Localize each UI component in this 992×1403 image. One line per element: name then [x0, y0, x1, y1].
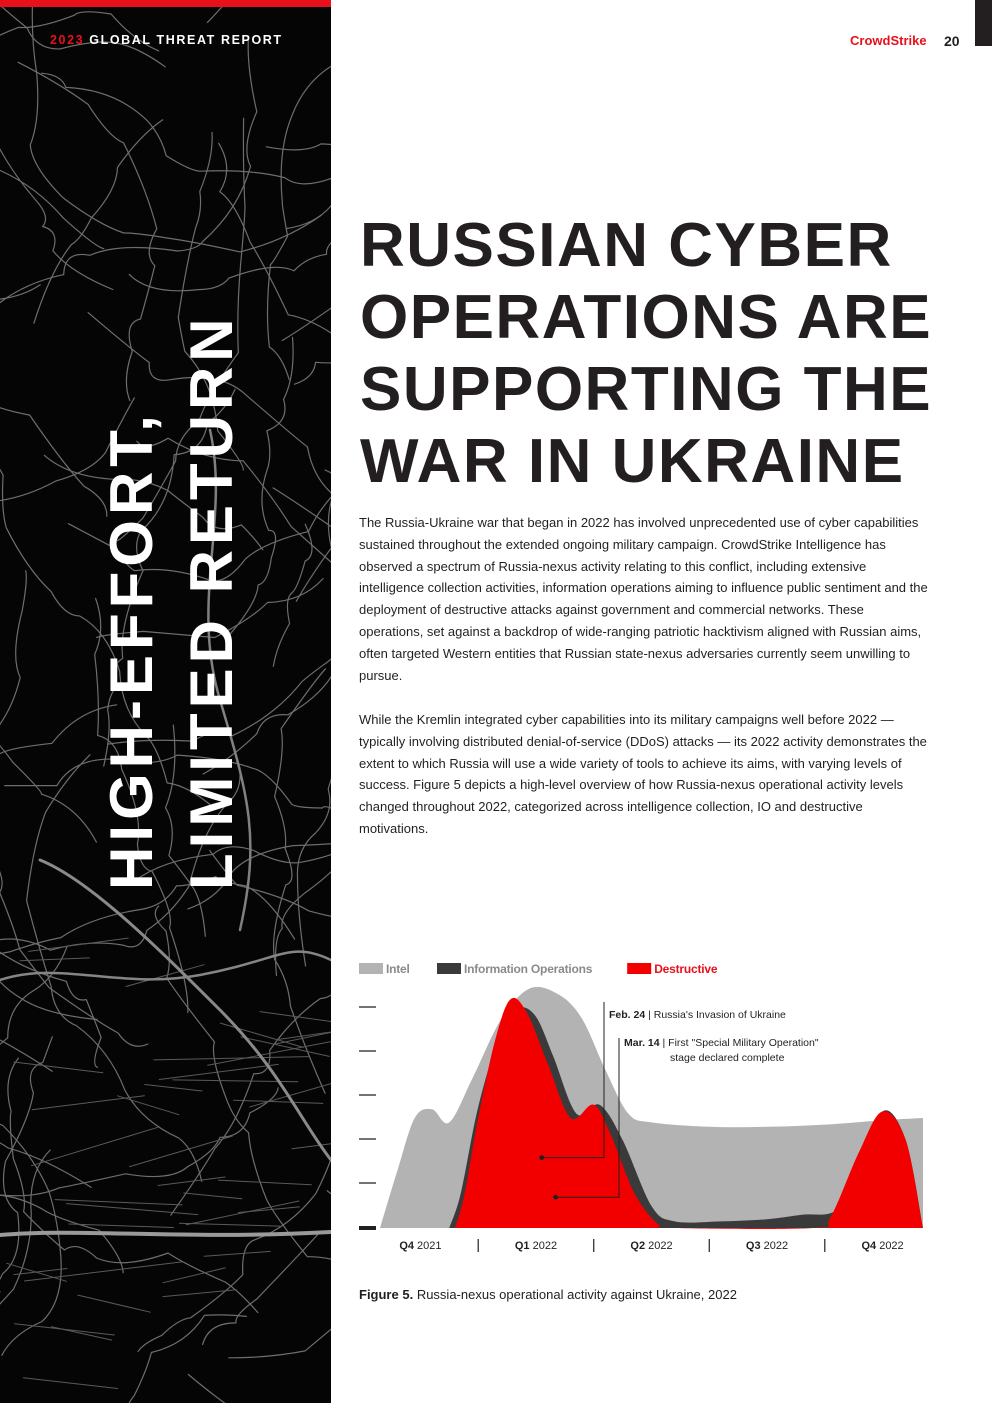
body-paragraph-1: The Russia-Ukraine war that began in 2022 has involved unprecedented use of cyber capabilities sustained throughout the extended ongoing military campaign. CrowdStrike Intelligence has observed a spectrum of Russia-nexus activity relating to this conflict, including extensive intelligence collection activities, information operations aiming to influence public sentiment and the deployment of destructive attacks against government and commercial networks. These operations, set against a backdrop of wide-ranging patriotic hacktivism aligned with Russian aims, often targeted Western entities that Russian state-nexus adversaries currently seem unwilling to pursue.: [359, 515, 928, 683]
map-road: [0, 1088, 278, 1196]
legend-swatch: [627, 963, 651, 974]
map-road: [125, 1315, 247, 1403]
annotation-dot: [553, 1195, 558, 1200]
map-street: [29, 938, 129, 951]
x-tick-label: Q3 2022: [745, 1240, 789, 1252]
legend-swatch: [437, 963, 461, 974]
map-road: [0, 919, 61, 1355]
activity-chart: [355, 950, 935, 1260]
corner-tab: [975, 0, 992, 46]
brand-logo-text: CrowdStrike: [850, 33, 927, 48]
map-road: [266, 144, 331, 361]
map-street: [184, 1193, 242, 1199]
map-street: [23, 1378, 117, 1389]
map-street: [180, 1223, 280, 1226]
map-street: [78, 1295, 150, 1312]
map-street: [186, 1201, 299, 1225]
report-label: [50, 33, 283, 47]
map-road: [267, 60, 331, 379]
x-tick-label: Q2 2022: [630, 1240, 673, 1252]
top-accent-bar: [0, 0, 331, 7]
map-road: [297, 653, 331, 966]
legend-label: Intel: [386, 962, 410, 976]
map-road: [0, 1037, 52, 1309]
map-street: [219, 1180, 312, 1185]
map-street: [20, 958, 89, 961]
article-headline: [360, 210, 970, 498]
map-road: [0, 1375, 289, 1403]
section-side-title: [92, 190, 252, 890]
headline-line: OPERATIONS ARE: [360, 283, 933, 352]
map-road: [282, 158, 331, 341]
headline-line: RUSSIAN CYBER: [360, 211, 893, 280]
map-highway: [0, 1232, 331, 1235]
annotation-label: Mar. 14 | First "Special Military Operation": [624, 1037, 819, 1049]
map-road: [276, 767, 331, 975]
map-highway: [40, 860, 331, 1160]
x-tick-label: Q1 2022: [514, 1240, 558, 1252]
annotation-label: Feb. 24 | Russia's Invasion of Ukraine: [609, 1009, 786, 1021]
figure-caption-text: Russia-nexus operational activity against Ukraine, 2022: [416, 1287, 737, 1302]
side-title-line-1: HIGH-EFFORT,: [98, 410, 165, 890]
legend-label: Information Operations: [464, 962, 593, 976]
map-street: [118, 1096, 179, 1115]
map-street: [204, 1251, 270, 1256]
map-road: [274, 669, 326, 1094]
figure-label: Figure 5.: [359, 1287, 414, 1302]
map-street: [234, 1100, 323, 1103]
figure-caption: [359, 1287, 737, 1302]
map-street: [14, 1062, 103, 1073]
x-tick-label: Q4 2022: [861, 1240, 904, 1252]
x-tick-label: Q4 2021: [399, 1240, 442, 1252]
map-street: [163, 1268, 225, 1283]
report-name: GLOBAL THREAT REPORT: [89, 33, 283, 47]
map-road: [0, 571, 26, 778]
headline-line: WAR IN UKRAINE: [360, 427, 905, 496]
annotation-dot: [539, 1155, 544, 1160]
body-paragraph-2: While the Kremlin integrated cyber capabilities into its military campaigns well before 2022 — typically involving distributed denial-of-service (DDoS) attacks — its 2022 activity demonstrates the extent to which Russia will use a wide variety of tools to achieve its aims, with varying levels of success. Figure 5 depicts a high-level overview of how Russia-nexus operational activity levels changed throughout 2022, categorized across intelligence collection, IO and destructive motivations.: [359, 712, 927, 836]
legend-swatch: [359, 963, 383, 974]
map-road: [0, 1150, 50, 1403]
page-number: 20: [944, 33, 960, 49]
map-road: [171, 858, 331, 1215]
map-road: [273, 524, 312, 666]
headline-line: SUPPORTING THE: [360, 355, 933, 424]
side-title-line-2: LIMITED RETURN: [178, 313, 245, 890]
map-street: [220, 1023, 303, 1047]
report-year: 2023: [50, 33, 85, 47]
map-street: [145, 1085, 202, 1092]
map-street: [25, 1262, 183, 1281]
map-street: [32, 1127, 160, 1166]
map-street: [154, 1057, 309, 1060]
map-road: [138, 1049, 331, 1352]
legend-label: Destructive: [654, 962, 718, 976]
map-street: [163, 1290, 236, 1297]
map-road: [327, 1172, 331, 1365]
annotation-label: stage declared complete: [670, 1052, 785, 1064]
map-street: [32, 1096, 144, 1110]
